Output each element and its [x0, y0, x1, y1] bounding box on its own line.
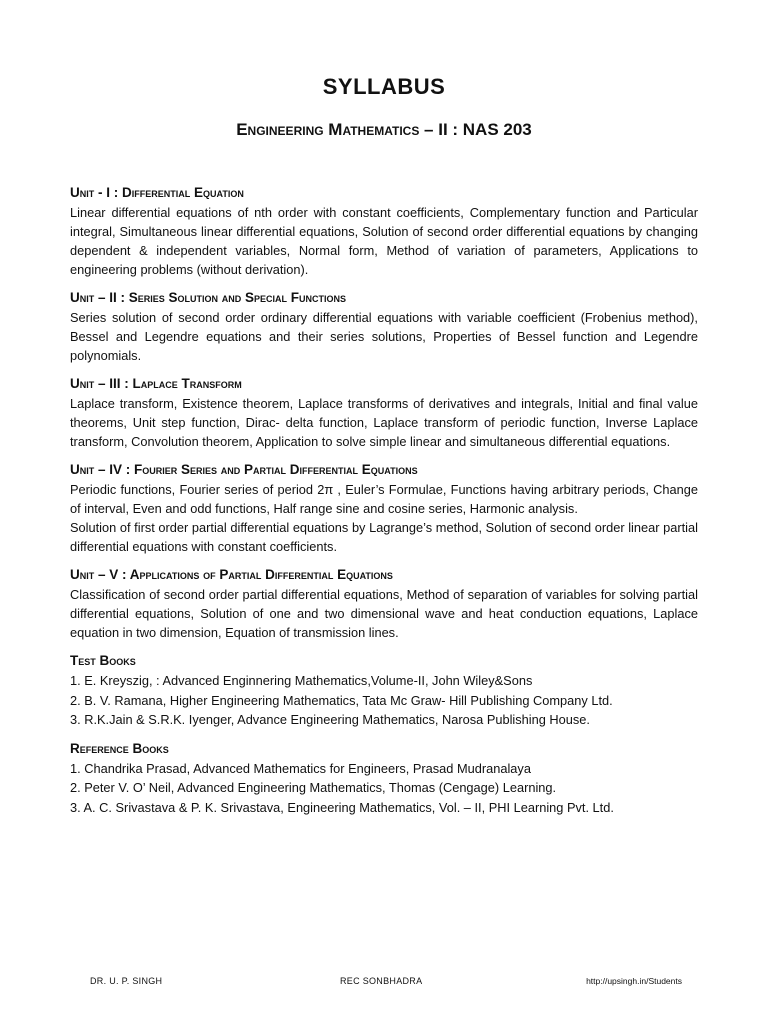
- book-item: 1. Chandrika Prasad, Advanced Mathematics for Engineers, Prasad Mudranalaya: [70, 760, 531, 776]
- unit-5-section: [70, 565, 698, 642]
- unit-description: Solution of first order partial differential equations by Lagrange’s method, Solution of second order linear partial differential equations with constant coefficients.: [70, 520, 698, 554]
- footer-author: DR. U. P. SINGH: [90, 976, 163, 986]
- footer-institution: REC SONBHADRA: [340, 976, 423, 986]
- unit-description: Linear differential equations of nth order with constant coefficients, Complementary function and Particular integral, Simultaneous linear differential equations, Solution of second order differential equations by changing dependent & independent variables, Normal form, Method of variation of parameters, Applications to engineering problems (without derivation).: [70, 205, 698, 277]
- unit-heading: Unit – III : Laplace Transform: [70, 376, 242, 391]
- syllabus-content: [70, 183, 698, 826]
- book-item: 3. A. C. Srivastava & P. K. Srivastava, Engineering Mathematics, Vol. – II, PHI Learning Pvt. Ltd.: [70, 799, 614, 815]
- test-books-section: [70, 651, 698, 730]
- unit-description: Series solution of second order ordinary differential equations with variable coefficient (Frobenius method), Bessel and Legendre equations and their series solutions, Properties of Bessel function and Legendre polynomials.: [70, 310, 698, 363]
- page-title: SYLLABUS: [322, 74, 446, 99]
- unit-heading: Unit – II : Series Solution and Special Functions: [70, 290, 347, 305]
- unit-4-section: [70, 460, 698, 556]
- unit-description: Classification of second order partial differential equations, Method of separation of variables for solving partial differential equations, Solution of one and two dimensional wave and heat conduction equations, Laplace equation in two dimension, Equation of transmission lines.: [70, 587, 698, 640]
- test-books-list: [70, 671, 698, 730]
- book-item: 2. Peter V. O’ Neil, Advanced Engineering Mathematics, Thomas (Cengage) Learning.: [70, 780, 557, 795]
- footer-url: http://upsingh.in/Students: [586, 976, 682, 986]
- test-books-heading: Test Books: [70, 653, 136, 668]
- unit-3-section: [70, 374, 698, 451]
- unit-description: Laplace transform, Existence theorem, Laplace transforms of derivatives and integrals, Initial and final value theorems, Unit step function, Dirac- delta function, Laplace transform of periodic function, Inverse Laplace transform, Convolution theorem, Application to solve simple linear and simultaneous differential equations.: [70, 396, 698, 449]
- book-item: 1. E. Kreyszig, : Advanced Enginnering Mathematics,Volume-II, John Wiley&Sons: [70, 673, 533, 688]
- course-subtitle: Engineering Mathematics – II : NAS 203: [236, 120, 532, 139]
- unit-description: Periodic functions, Fourier series of period 2π , Euler’s Formulae, Functions having arbitrary periods, Change of interval, Even and odd functions, Half range sine and cosine series, Harmonic analysis.: [70, 482, 698, 516]
- unit-2-section: [70, 288, 698, 365]
- unit-heading: Unit – IV : Fourier Series and Partial Differential Equations: [70, 462, 418, 477]
- reference-books-list: [70, 759, 698, 818]
- reference-books-heading: Reference Books: [70, 740, 169, 756]
- reference-books-section: [70, 739, 698, 818]
- book-item: 3. R.K.Jain & S.R.K. Iyenger, Advance Engineering Mathematics, Narosa Publishing House.: [70, 712, 590, 727]
- unit-heading: Unit - I : Differential Equation: [70, 185, 244, 200]
- unit-heading: Unit – V : Applications of Partial Differential Equations: [70, 567, 393, 582]
- unit-1-section: [70, 183, 698, 279]
- book-item: 2. B. V. Ramana, Higher Engineering Mathematics, Tata Mc Graw- Hill Publishing Company Ltd.: [70, 692, 613, 708]
